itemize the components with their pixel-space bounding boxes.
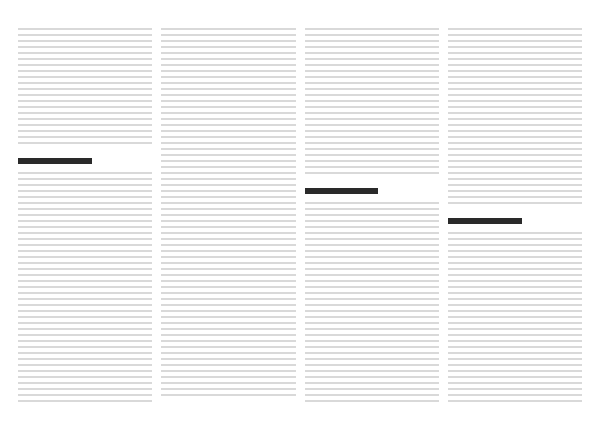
- text-block: [161, 28, 295, 398]
- text-block: [305, 202, 439, 402]
- text-block: [18, 172, 152, 402]
- column-3: [305, 22, 439, 408]
- text-block: [18, 28, 152, 148]
- running-header: [18, 8, 582, 22]
- column-2: [161, 22, 295, 408]
- text-block: [448, 232, 582, 402]
- section-heading: [448, 218, 522, 224]
- section-heading: [305, 188, 379, 194]
- text-block: [448, 28, 582, 208]
- article-body: [18, 22, 582, 408]
- section-heading: [18, 158, 92, 164]
- text-block: [305, 28, 439, 178]
- column-1: [18, 22, 152, 408]
- page-footer: [18, 409, 582, 417]
- column-4: [448, 22, 582, 408]
